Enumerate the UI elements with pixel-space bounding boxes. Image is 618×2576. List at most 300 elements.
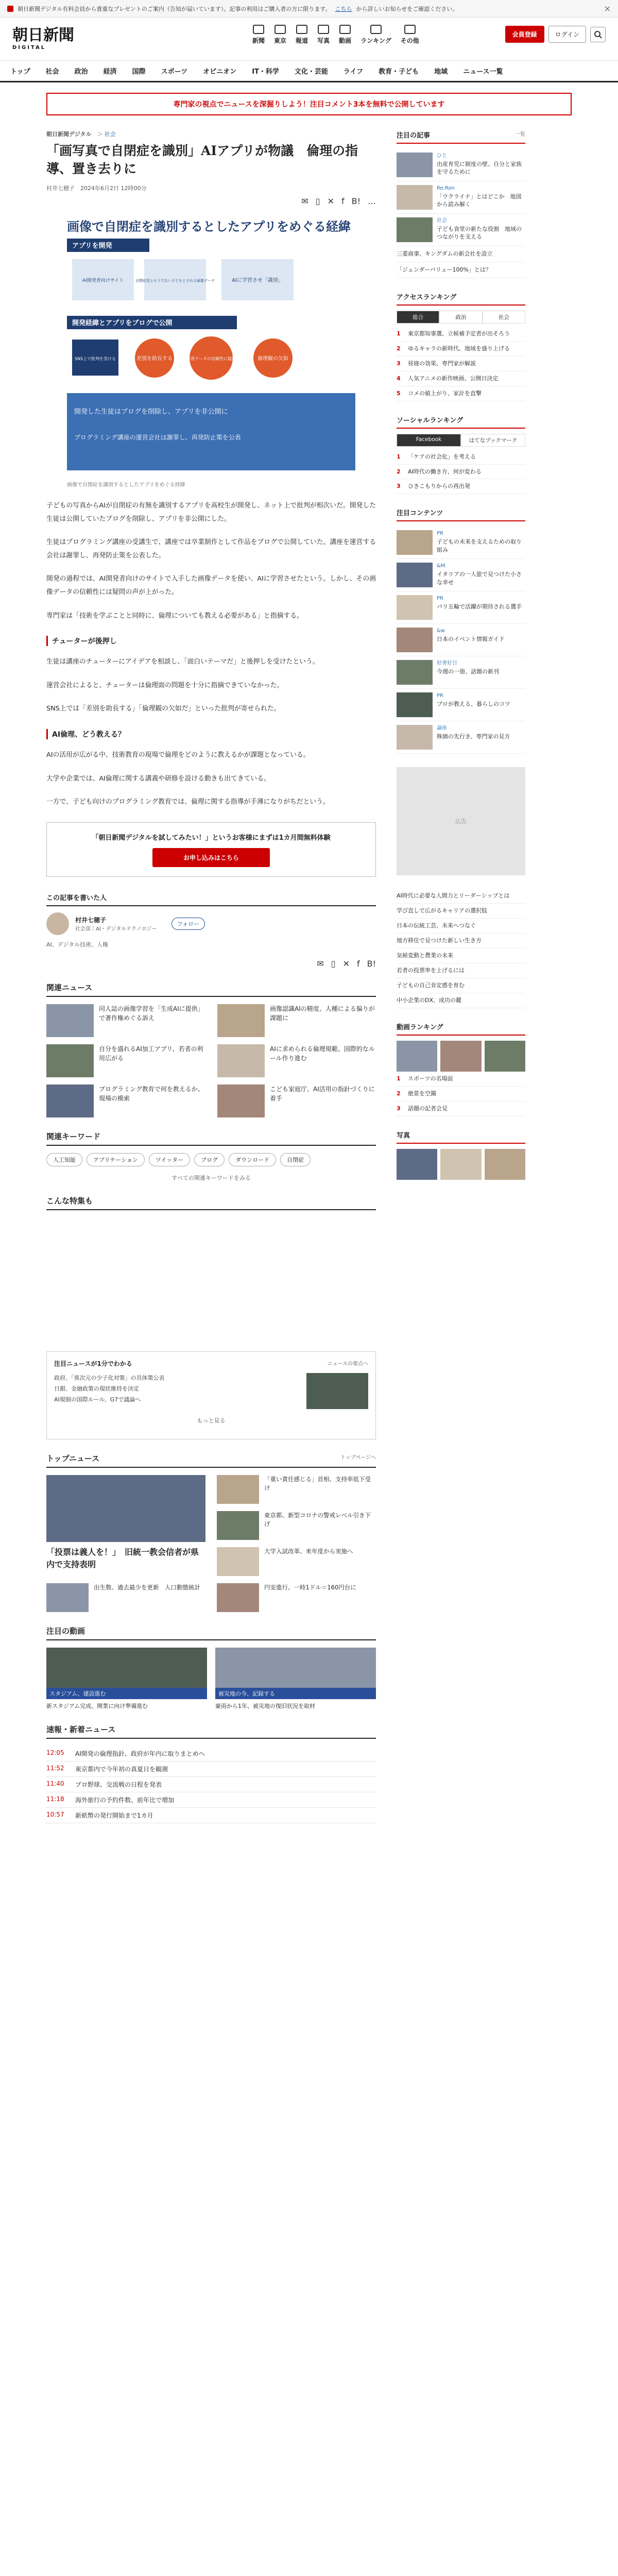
notice-tail: から詳しいお知らせをご確認ください。	[356, 5, 458, 12]
header-nav-item[interactable]: ランキング	[360, 25, 391, 45]
breaking-text: プロ野球、交流戦の日程を発表	[75, 1781, 162, 1789]
featured-kicker: 社会	[437, 218, 447, 224]
rank-number: 1	[397, 453, 401, 460]
breaking-time: 10:57	[46, 1811, 64, 1819]
article-main	[46, 130, 376, 1823]
region-icon	[274, 25, 286, 34]
bookmark-icon[interactable]: ▯	[315, 196, 320, 206]
keyword-chip[interactable]: 人工知能	[46, 1153, 82, 1166]
more-icon[interactable]: …	[368, 196, 376, 206]
featured-item[interactable]	[397, 149, 525, 181]
gnav-item[interactable]: 政治	[74, 68, 88, 76]
topnews-lead-image	[46, 1475, 205, 1542]
notice-text: 朝日新聞デジタル有料会員から貴重なプレゼントのご案内（告知が届いています）。記事の利用はご購入者の方に限ります。	[18, 5, 331, 12]
contents-title: イタリアの一人旅で見つけた小さな幸せ	[437, 570, 522, 586]
contents-thumb	[397, 725, 433, 750]
flow-step-1-label: アプリを開発	[72, 242, 112, 250]
contents-heading: 注目コンテンツ	[397, 510, 443, 518]
gnav-item[interactable]: トップ	[10, 68, 30, 76]
header-nav-item[interactable]: 写真	[317, 25, 330, 45]
tab-hatena[interactable]: はてなブックマーク	[461, 434, 525, 447]
login-button[interactable]: ログイン	[548, 26, 586, 43]
video-heading: 注目の動画	[46, 1625, 376, 1640]
flow-step-2-label: 開発経緯とアプリをブログで公開	[72, 319, 173, 327]
avatar[interactable]	[46, 912, 69, 935]
featured-more[interactable]: 一覧	[515, 132, 525, 138]
featured-thumb	[397, 152, 433, 177]
video-rank-thumb[interactable]	[397, 1041, 437, 1072]
editor-box-line[interactable]: 政府、「異次元の少子化対策」の具体策公表	[54, 1374, 165, 1381]
featured-thumb	[397, 217, 433, 242]
related-item[interactable]	[46, 1044, 205, 1077]
related-title: 自分を盛れるAI加工アプリ、若者の利用広がる	[99, 1045, 203, 1062]
topnews-title: 「重い責任感じる」首相、支持率低下受け	[264, 1475, 371, 1492]
editor-box-line[interactable]: AI規制の国際ルール、G7で議論へ	[54, 1396, 141, 1403]
related-thumb	[217, 1044, 265, 1077]
video-title: 豪雨から1年、被災地の復旧状況を取材	[215, 1702, 315, 1709]
author-card	[46, 912, 376, 935]
breaking-item[interactable]	[46, 1761, 376, 1777]
gnav-item[interactable]: 経済	[103, 68, 117, 76]
breaking-item[interactable]	[46, 1808, 376, 1823]
author-heading: この記事を書いた人	[46, 892, 376, 906]
flow-ai-label: AIに学習させ「識別」	[232, 278, 283, 283]
related-list	[46, 1004, 376, 1117]
author-name[interactable]: 村井七穂子	[75, 916, 107, 924]
video-icon	[339, 25, 351, 34]
related-item[interactable]	[217, 1044, 376, 1077]
article-subheading: チューターが後押し	[46, 636, 376, 646]
topnews-lead-title: 「投票は義人を！」 旧統一教会信者が県内で支持表明	[46, 1547, 199, 1569]
topnews-thumb	[217, 1583, 259, 1612]
header-nav-item[interactable]: 新聞	[252, 25, 265, 45]
topnews-thumb	[217, 1475, 259, 1504]
photo-thumb[interactable]	[440, 1149, 481, 1180]
topnews-item[interactable]	[46, 1583, 205, 1612]
rank-item[interactable]	[397, 342, 525, 357]
topnews-lead[interactable]	[46, 1475, 205, 1576]
contents-item[interactable]	[397, 559, 525, 591]
author-role: 社会部｜AI・デジタルテクノロジー	[75, 926, 157, 932]
outcome-line-1: 開発した生徒はブログを削除し、アプリを非公開に	[74, 408, 228, 416]
rank-item[interactable]	[397, 371, 525, 386]
share-bar-bottom	[46, 959, 376, 969]
related-title: AIに求められる倫理規範、国際的なルール作り進む	[270, 1045, 375, 1062]
contents-kicker: PR	[437, 531, 443, 537]
rank-number: 1	[397, 330, 401, 337]
flow-image-data-label: 自閉症児とそうでない子どもとされる画像データ	[135, 279, 215, 283]
hatena-share-icon[interactable]: B!	[367, 958, 376, 969]
rank-item[interactable]	[397, 357, 525, 371]
ranking-icon	[370, 25, 382, 34]
video-thumb	[46, 1648, 207, 1699]
menu-icon	[404, 25, 416, 34]
video-grid	[46, 1648, 376, 1711]
criticism-label-3: 倫理観の欠如	[258, 356, 288, 362]
rank-number: 3	[397, 1105, 401, 1112]
rank-title: 話題の記者会見	[408, 1105, 448, 1112]
access-rank-block	[397, 292, 525, 401]
article-paragraph: SNS上では「差別を助長する」「倫理観の欠如だ」といった批判が寄せられた。	[46, 705, 281, 713]
facebook-share-icon[interactable]: f	[341, 196, 345, 206]
video-title: 新スタジアム完成、開業に向け準備進む	[46, 1702, 148, 1709]
breaking-time: 11:18	[46, 1795, 64, 1803]
related-item[interactable]	[46, 1084, 205, 1117]
keywords-more-link[interactable]: すべての関連キーワードをみる	[171, 1174, 251, 1181]
article-paragraph: 生徒は講座のチューターにアイデアを相談し、「面白いテーマだ」と後押しを受けたという。	[46, 658, 319, 666]
search-button[interactable]	[590, 27, 606, 42]
ad-block	[397, 767, 525, 875]
criticism-label-2: 学習データの信頼性に疑問	[186, 357, 236, 361]
rank-title: スポーツの名場面	[408, 1075, 453, 1082]
figure-title: 画像で自閉症を識別するとしたアプリをめぐる経緯	[67, 219, 351, 234]
video-rank-thumb[interactable]	[440, 1041, 481, 1072]
editor-box-image	[306, 1373, 368, 1409]
rank-number: 2	[397, 468, 401, 475]
gnav-item[interactable]: 地域	[434, 68, 448, 76]
sidebar-link[interactable]: 若者の投票率を上げるには	[397, 963, 525, 978]
article-paragraph: 運営会社によると、チューターは倫理面の問題を十分に指摘できていなかった。	[46, 681, 284, 689]
breaking-heading: 速報・新着ニュース	[46, 1724, 376, 1739]
featured-link[interactable]: 「ジェンダーバリュー100%」とは？	[397, 262, 525, 278]
related-thumb	[46, 1004, 94, 1037]
social-rank-block	[397, 415, 525, 495]
article-paragraph: 一方で、子ども向けのプログラミング教育では、倫理に関する指導が手薄になりがちだという。	[46, 798, 330, 806]
article-meta: 村井七穂子 2024年6月2日 12時00分	[46, 185, 147, 192]
video-rank-thumbs	[397, 1041, 525, 1072]
contents-thumb	[397, 595, 433, 620]
video-rank-block	[397, 1022, 525, 1116]
logo-text: 朝日新聞	[12, 26, 74, 44]
contents-item[interactable]	[397, 527, 525, 559]
related-title: 同人誌の画像学習を「生成AIに提供」で著作権めぐる訴え	[99, 1005, 204, 1022]
contents-item[interactable]	[397, 591, 525, 624]
close-icon[interactable]: ×	[604, 4, 611, 13]
contents-kicker: PR	[437, 596, 443, 602]
figure-caption: 画像で自閉症を識別するとしたアプリをめぐる経緯	[67, 482, 185, 488]
site-logo[interactable]	[12, 28, 151, 50]
related-thumb	[46, 1084, 94, 1117]
related-title: こども家庭庁、AI活用の指針づくりに着手	[270, 1085, 375, 1102]
photo-thumb[interactable]	[485, 1149, 525, 1180]
topnews-title: 東京都、新型コロナの警戒レベル引き下げ	[264, 1511, 371, 1528]
rank-number: 3	[397, 483, 401, 490]
video-card[interactable]	[215, 1648, 376, 1711]
featured-link[interactable]: 三菱商事、キングダムの新会社を設立	[397, 246, 525, 262]
social-rank-item[interactable]	[397, 450, 525, 465]
video-rank-item[interactable]	[397, 1087, 525, 1101]
rank-number: 4	[397, 375, 401, 382]
contents-kicker: PR	[437, 693, 443, 699]
article-paragraph: 専門家は「技術を学ぶことと同時に、倫理についても教える必要がある」と指摘する。	[46, 612, 303, 620]
editor-box	[46, 1351, 376, 1439]
tab-total[interactable]: 総合	[397, 311, 439, 324]
contents-kicker: 論座	[437, 725, 447, 732]
paywall-button[interactable]: お申し込みはこちら	[152, 848, 270, 867]
related-item[interactable]	[217, 1084, 376, 1117]
topnews-more[interactable]: トップページへ	[340, 1454, 376, 1461]
author-tags: AI、デジタル技術、人権	[46, 941, 109, 948]
rank-title: 昼寝の効果、専門家が解説	[408, 360, 476, 367]
camera-icon	[318, 25, 329, 34]
flow-dev-site-label: AI開発者向けサイト	[82, 278, 124, 283]
related-thumb	[46, 1044, 94, 1077]
header-nav-item[interactable]: 報道	[296, 25, 308, 45]
sidebar-link[interactable]: 学び直しで広がるキャリアの選択肢	[397, 904, 525, 919]
featured-title: 「ウクライナ」とはどこか 地図から読み解く	[437, 193, 522, 208]
featured-title: 出産育児に制度の壁、自分と家族を守るために	[437, 160, 522, 176]
video-caption-bar: スタジアム、建設進む	[46, 1688, 207, 1699]
rank-number: 2	[397, 345, 401, 352]
mail-icon[interactable]: ✉	[317, 958, 324, 969]
article-paragraph: 生徒はプログラミング講座の受講生で、講座では卒業制作として作品をブログで公開していた。講座を運営する会社は謝罪し、再発防止策を公表した。	[46, 538, 376, 560]
rank-title: 人気アニメの新作映画、公開日決定	[408, 375, 499, 382]
notice-icon	[7, 6, 13, 12]
subscribe-button[interactable]: 会員登録	[505, 26, 544, 43]
related-heading: 関連ニュース	[46, 982, 376, 997]
featured-kicker: ひと	[437, 153, 447, 159]
photo-row	[397, 1149, 525, 1180]
editor-box-heading: 注目ニュースが1分でわかる	[54, 1360, 132, 1367]
gnav-item[interactable]: 社会	[45, 68, 59, 76]
facebook-share-icon[interactable]: f	[356, 958, 360, 969]
breaking-list	[46, 1746, 376, 1823]
breaking-time: 11:40	[46, 1780, 64, 1788]
rank-number: 3	[397, 360, 401, 367]
article-subheading: AI倫理、どう教える？	[46, 729, 376, 739]
photo-thumb[interactable]	[397, 1149, 437, 1180]
header-nav-item[interactable]: その他	[401, 25, 419, 45]
header-nav-item[interactable]: 動画	[339, 25, 351, 45]
article-figure	[67, 213, 355, 477]
breaking-text: AI開発の倫理指針、政府が年内に取りまとめへ	[75, 1750, 205, 1758]
sidebar-link[interactable]: 子どもの自己肯定感を育む	[397, 978, 525, 993]
rank-title: 東京都知事選、立候補予定者が出そろう	[408, 330, 510, 337]
rank-title: ゆるキャラの新時代、地域を盛り上げる	[408, 345, 510, 352]
article-title: 「画写真で自閉症を識別」AIアプリが物議 倫理の指導、置き去りに	[46, 143, 358, 176]
keyword-chip[interactable]: 自閉症	[280, 1153, 311, 1166]
breaking-time: 11:52	[46, 1765, 64, 1772]
topnews-grid	[46, 1475, 376, 1612]
rank-number: 5	[397, 389, 401, 397]
topnews-item[interactable]	[217, 1547, 376, 1576]
sidebar-link[interactable]: AI時代に必要な人間力とリーダーシップとは	[397, 889, 525, 904]
outcome-line-2: プログラミング講座の運営会社は謝罪し、再発防止策を公表	[74, 434, 241, 441]
featured-thumb	[397, 185, 433, 210]
rank-title: AI時代の働き方、何が変わる	[408, 468, 482, 475]
gnav-item[interactable]: スポーツ	[161, 68, 188, 76]
breaking-text: 海外旅行の予約件数、前年比で増加	[75, 1797, 175, 1804]
topnews-thumb	[46, 1583, 89, 1612]
contents-item[interactable]	[397, 656, 525, 689]
rank-number: 1	[397, 1075, 401, 1082]
contents-title: 株価の先行き、専門家の見方	[437, 733, 510, 740]
rank-title: 「ケアの社会化」を考える	[408, 453, 476, 460]
topnews-title: 円安進行、一時1ドル＝160円台に	[264, 1583, 356, 1591]
breadcrumb-section[interactable]: 社会	[104, 131, 116, 138]
ad-slot[interactable]: 広告	[397, 767, 525, 875]
rank-title: コメの値上がり、家計を直撃	[408, 389, 482, 397]
figure-diagram	[67, 239, 355, 476]
rank-title: ひきこもりからの再出発	[408, 483, 470, 490]
featured-item[interactable]	[397, 214, 525, 246]
share-bar	[46, 196, 376, 206]
related-item[interactable]	[217, 1004, 376, 1037]
related-title: プログラミング教育で何を教えるか、現場の模索	[99, 1085, 204, 1102]
rank-title: 絶景を空撮	[408, 1090, 436, 1097]
contents-title: プロが教える、暮らしのコツ	[437, 700, 510, 707]
header-nav-item[interactable]: 東京	[274, 25, 286, 45]
contents-title: 日本のイベント情報ガイド	[437, 635, 505, 642]
keyword-chip[interactable]: アプリケーション	[87, 1153, 145, 1166]
contents-thumb	[397, 692, 433, 717]
editor-box-line[interactable]: 日銀、金融政策の現状維持を決定	[54, 1385, 139, 1392]
related-thumb	[217, 1084, 265, 1117]
breaking-item[interactable]	[46, 1777, 376, 1792]
article-paragraph: 開発の過程では、AI開発者向けのサイトで入手した画像データを使い、AIに学習させたという。しかし、その画像データの信頼性には疑問の声が上がった。	[46, 575, 376, 596]
gnav-item[interactable]: IT・科学	[252, 68, 279, 76]
video-rank-thumb[interactable]	[485, 1041, 525, 1072]
keyword-list	[46, 1153, 376, 1166]
featured-title: 子ども食堂の新たな役割 地域のつながりを支える	[437, 225, 522, 241]
mail-icon[interactable]: ✉	[301, 196, 308, 206]
follow-button[interactable]: フォロー	[171, 918, 205, 930]
access-rank-tabs	[397, 311, 525, 324]
search-icon	[594, 30, 602, 39]
bookmark-icon[interactable]: ▯	[331, 958, 336, 969]
x-share-icon[interactable]: ✕	[342, 958, 350, 969]
gnav-item[interactable]: ライフ	[343, 68, 364, 76]
breaking-item[interactable]	[46, 1746, 376, 1761]
gnav-item[interactable]: オピニオン	[203, 68, 237, 76]
newspaper-icon	[253, 25, 264, 34]
breadcrumb: 朝日新聞デジタル ＞ 社会	[46, 131, 116, 138]
tab-politics[interactable]: 政治	[439, 311, 482, 324]
rank-item[interactable]	[397, 386, 525, 401]
gnav-item[interactable]: 文化・芸能	[294, 68, 328, 76]
special-placeholder	[46, 1217, 376, 1341]
topnews-item[interactable]	[217, 1583, 376, 1612]
breadcrumb-home[interactable]: 朝日新聞デジタル	[46, 131, 92, 138]
header-nav	[252, 25, 419, 45]
sidebar-link[interactable]: 中小企業のDX、成功の鍵	[397, 993, 525, 1008]
report-icon	[296, 25, 307, 34]
contents-thumb	[397, 530, 433, 555]
breaking-time: 12:05	[46, 1749, 64, 1757]
editor-box-foot[interactable]: もっと見る	[197, 1417, 226, 1424]
related-item[interactable]	[46, 1004, 205, 1037]
breaking-text: 東京都内で今年初の真夏日を観測	[75, 1766, 168, 1773]
breaking-text: 新紙幣の発行開始まで1カ月	[75, 1812, 153, 1820]
video-rank-item[interactable]	[397, 1072, 525, 1087]
contents-item[interactable]	[397, 689, 525, 721]
article-paragraph: 大学や企業では、AI倫理に関する講義や研修を設ける動きも出てきている。	[46, 774, 270, 783]
outcome-box	[67, 393, 355, 470]
editor-box-more[interactable]: ニュースの要点へ	[327, 1361, 368, 1367]
contents-kicker: &w	[437, 628, 445, 634]
flow-sns-label: SNS上で批判を受ける	[74, 357, 116, 361]
tab-society[interactable]: 社会	[483, 311, 525, 324]
video-rank-heading: 動画ランキング	[397, 1023, 443, 1031]
social-rank-heading: ソーシャルランキング	[397, 416, 464, 425]
topnews-item[interactable]	[217, 1511, 376, 1540]
access-rank-heading: アクセスランキング	[397, 293, 457, 301]
notice-link[interactable]: こちら	[335, 5, 352, 12]
contents-item[interactable]	[397, 624, 525, 656]
featured-heading: 注目の記事	[397, 132, 431, 140]
topnews-thumb	[217, 1511, 259, 1540]
contents-title: 今週の一冊、話題の新刊	[437, 668, 499, 675]
contents-thumb	[397, 660, 433, 685]
video-thumb	[215, 1648, 376, 1699]
gnav-item[interactable]: 教育・子ども	[379, 68, 419, 76]
video-rank-item[interactable]	[397, 1101, 525, 1116]
links-block	[397, 889, 525, 1008]
video-card[interactable]	[46, 1648, 207, 1711]
special-heading: こんな特集も	[46, 1195, 376, 1210]
topnews-item[interactable]	[217, 1475, 376, 1504]
keyword-chip[interactable]: ダウンロード	[229, 1153, 276, 1166]
topnews-heading: トップニュース	[46, 1453, 100, 1463]
featured-item[interactable]	[397, 181, 525, 214]
sidebar-link[interactable]: 日本の伝統工芸、未来へつなぐ	[397, 919, 525, 934]
breaking-item[interactable]	[46, 1792, 376, 1808]
rank-item[interactable]	[397, 327, 525, 342]
video-caption-bar: 被災地の今、記録する	[215, 1688, 376, 1699]
keyword-chip[interactable]: ツイッター	[149, 1153, 190, 1166]
paywall-box	[46, 822, 376, 877]
social-rank-item[interactable]	[397, 479, 525, 494]
featured-kicker: Re:Ron	[437, 185, 455, 191]
notice-bar	[0, 0, 618, 18]
hatena-share-icon[interactable]: B!	[351, 196, 360, 206]
tab-facebook[interactable]: Facebook	[397, 434, 461, 447]
global-nav	[0, 61, 618, 82]
criticism-label-1: 差別を助長する	[136, 356, 173, 362]
article-paragraph: 子どもの写真からAIが自閉症の有無を識別するアプリを高校生が開発し、ネット上で批判が相次いだ。開発した生徒は公開していたブログを削除し、アプリを非公開にした。	[46, 502, 376, 523]
gnav-item[interactable]: 国際	[132, 68, 146, 76]
contents-kicker: &M	[437, 563, 445, 569]
topnews-title: 大学入試改革、来年度から実施へ	[264, 1547, 353, 1555]
photo-block	[397, 1130, 525, 1180]
social-rank-item[interactable]	[397, 465, 525, 480]
sidebar-link[interactable]: 気候変動と農業の未来	[397, 948, 525, 963]
contents-block	[397, 507, 525, 754]
contents-title: 子どもの未来を支えるための取り組み	[437, 538, 522, 553]
paywall-text: 「朝日新聞デジタルを試してみたい！」というお客様にまずは1カ月間無料体験	[92, 834, 331, 842]
keywords-heading: 関連キーワード	[46, 1131, 376, 1146]
contents-kicker: 好書好日	[437, 660, 457, 667]
article-paragraph: AIの活用が広がる中、技術教育の現場で倫理をどのように教えるかが課題となっている。	[46, 751, 310, 759]
sidebar-link[interactable]: 地方移住で見つけた新しい生き方	[397, 934, 525, 948]
topnews-title: 出生数、過去最少を更新 人口動態統計	[94, 1583, 200, 1591]
promo-banner[interactable]: 専門家の視点でニュースを深掘りしよう！注目コメント3本を無料で公開しています	[46, 93, 572, 115]
site-header	[0, 18, 618, 61]
contents-title: パリ五輪で活躍が期待される選手	[437, 603, 522, 610]
social-rank-tabs	[397, 434, 525, 447]
gnav-item[interactable]: ニュース一覧	[463, 68, 503, 76]
header-actions	[505, 26, 606, 43]
contents-thumb	[397, 628, 433, 652]
sidebar	[397, 130, 525, 1823]
photo-heading: 写真	[397, 1131, 410, 1140]
topnews-heading-row	[46, 1453, 376, 1468]
contents-item[interactable]	[397, 721, 525, 754]
x-share-icon[interactable]: ✕	[327, 196, 334, 206]
featured-block	[397, 130, 525, 278]
related-title: 画像認識AIの精度、人種による偏りが課題に	[270, 1005, 375, 1022]
keyword-chip[interactable]: ブログ	[194, 1153, 225, 1166]
